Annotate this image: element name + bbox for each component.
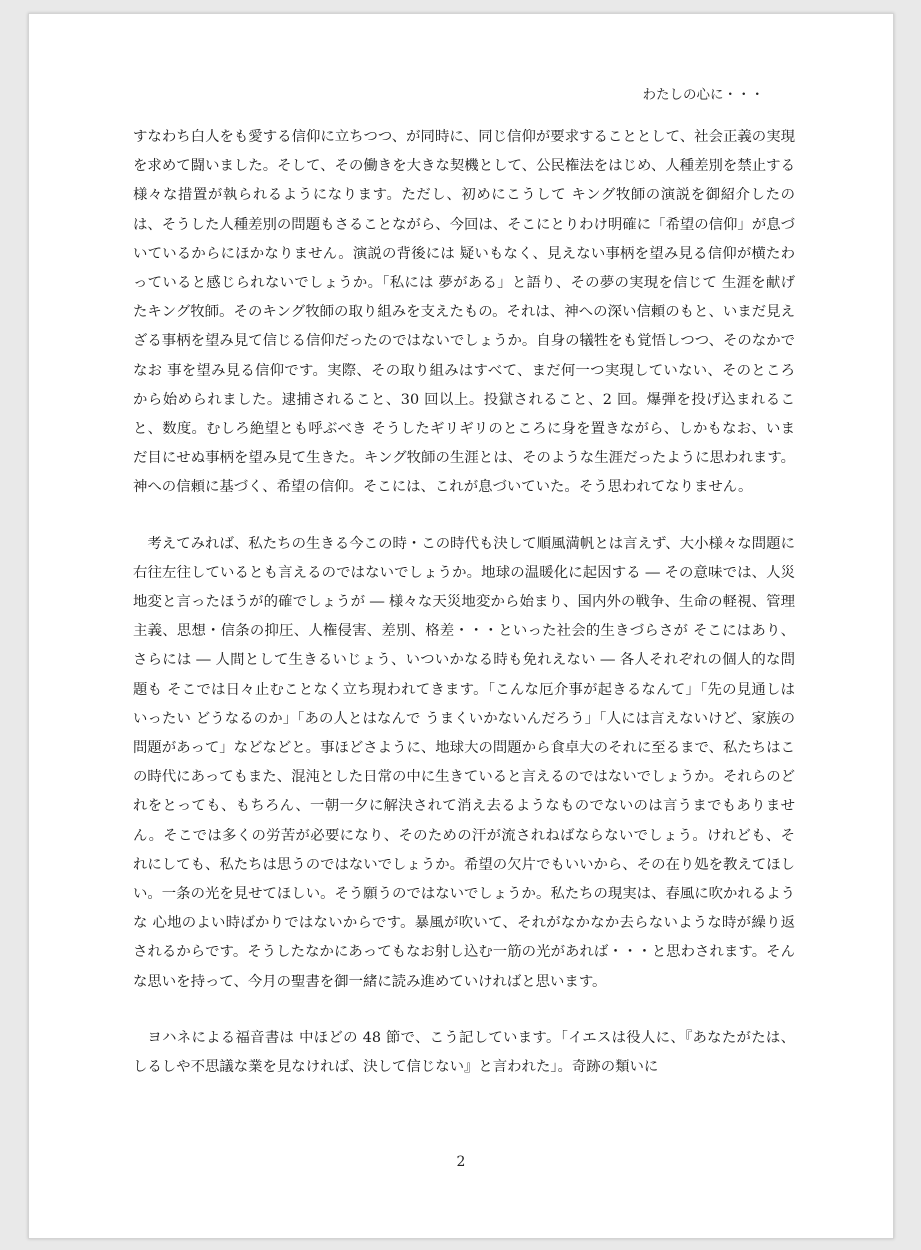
body-text <box>133 123 795 1082</box>
page-number: 2 <box>456 1154 466 1170</box>
paragraph-1: すなわち白人をも愛する信仰に立ちつつ、が同時に、同じ信仰が要求することとして、社会正義の実現を求めて闘いました。そして、その働きを大きな契機として、公民権法をはじめ、人種差別を禁止する様々な措置が執られるようになります。ただし、初めにこうして キング牧師の演説を御紹介したのは、そうした人種差別の問題もさることながら、今回は、そこにとりわけ明確に「希望の信仰」が息づいているからにほかなりません。演説の背後には 疑いもなく、見えない事柄を望み見る信仰が横たわっていると感じられないでしょうか。「私には 夢がある」と語り、その夢の実現を信じて 生涯を献げたキング牧師。そのキング牧師の取り組みを支えたもの。それは、神への深い信頼のもと、いまだ見えざる事柄を望み見て信じる信仰だったのではないでしょうか。自身の犠牲をも覚悟しつつ、そのなかでなお 事を望み見る信仰です。実際、その取り組みはすべて、まだ何一つ実現していない、そのところから始められました。逮捕されること、30 回以上。投獄されること、2 回。爆弾を投げ込まれること、数度。むしろ絶望とも呼ぶべき そうしたギリギリのところに身を置きながら、しかもなお、いまだ目にせぬ事柄を望み見て生きた。キング牧師の生涯とは、そのような生涯だったように思われます。神への信頼に基づく、希望の信仰。そこには、これが息づいていた。そう思われてなりません。 <box>133 129 795 496</box>
document-page <box>28 13 894 1239</box>
paragraph-2: 考えてみれば、私たちの生きる今この時・この時代も決して順風満帆とは言えず、大小様々な問題に右往左往しているとも言えるのではないでしょうか。地球の温暖化に起因する ― その意味では、人災地変と言ったほうが的確でしょうが ― 様々な天災地変から始まり、国内外の戦争、生命の軽視、管理主義、思想・信条の抑圧、人権侵害、差別、格差・・・といった社会的生きづらさが そこにはあり、さらには ― 人間として生きるいじょう、いついかなる時も免れえない ― 各人それぞれの個人的な問題も そこでは日々止むことなく立ち現われてきます。「こんな厄介事が起きるなんて」「先の見通しはいったい どうなるのか」「あの人とはなんで うまくいかないんだろう」「人には言えないけど、家族の問題があって」などなどと。事ほどさように、地球大の問題から食卓大のそれに至るまで、私たちはこの時代にあってもまた、混沌とした日常の中に生きていると言えるのではないでしょうか。それらのどれをとっても、もちろん、一朝一夕に解決されて消え去るようなものでないのは言うまでもありません。そこでは多くの労苦が必要になり、そのための汗が流されねばならないでしょう。けれども、それにしても、私たちは思うのではないでしょうか。希望の欠片でもいいから、その在り処を教えてほしい。一条の光を見せてほしい。そう願うのではないでしょうか。私たちの現実は、春風に吹かれるような 心地のよい時ばかりではないからです。暴風が吹いて、それがなかなか去らないような時が繰り返されるからです。そうしたなかにあってもなお射し込む一筋の光があれば・・・と思わされます。そんな思いを持って、今月の聖書を御一緒に読み進めていければと思います。 <box>133 535 796 990</box>
paragraph-3: ヨハネによる福音書は 中ほどの 48 節で、こう記しています。「イエスは役人に、『あなたがたは、しるしや不思議な業を見なければ、決して信じない』と言われた」。奇跡の類いに <box>133 1029 795 1076</box>
running-header: わたしの心に・・・ <box>642 87 764 103</box>
